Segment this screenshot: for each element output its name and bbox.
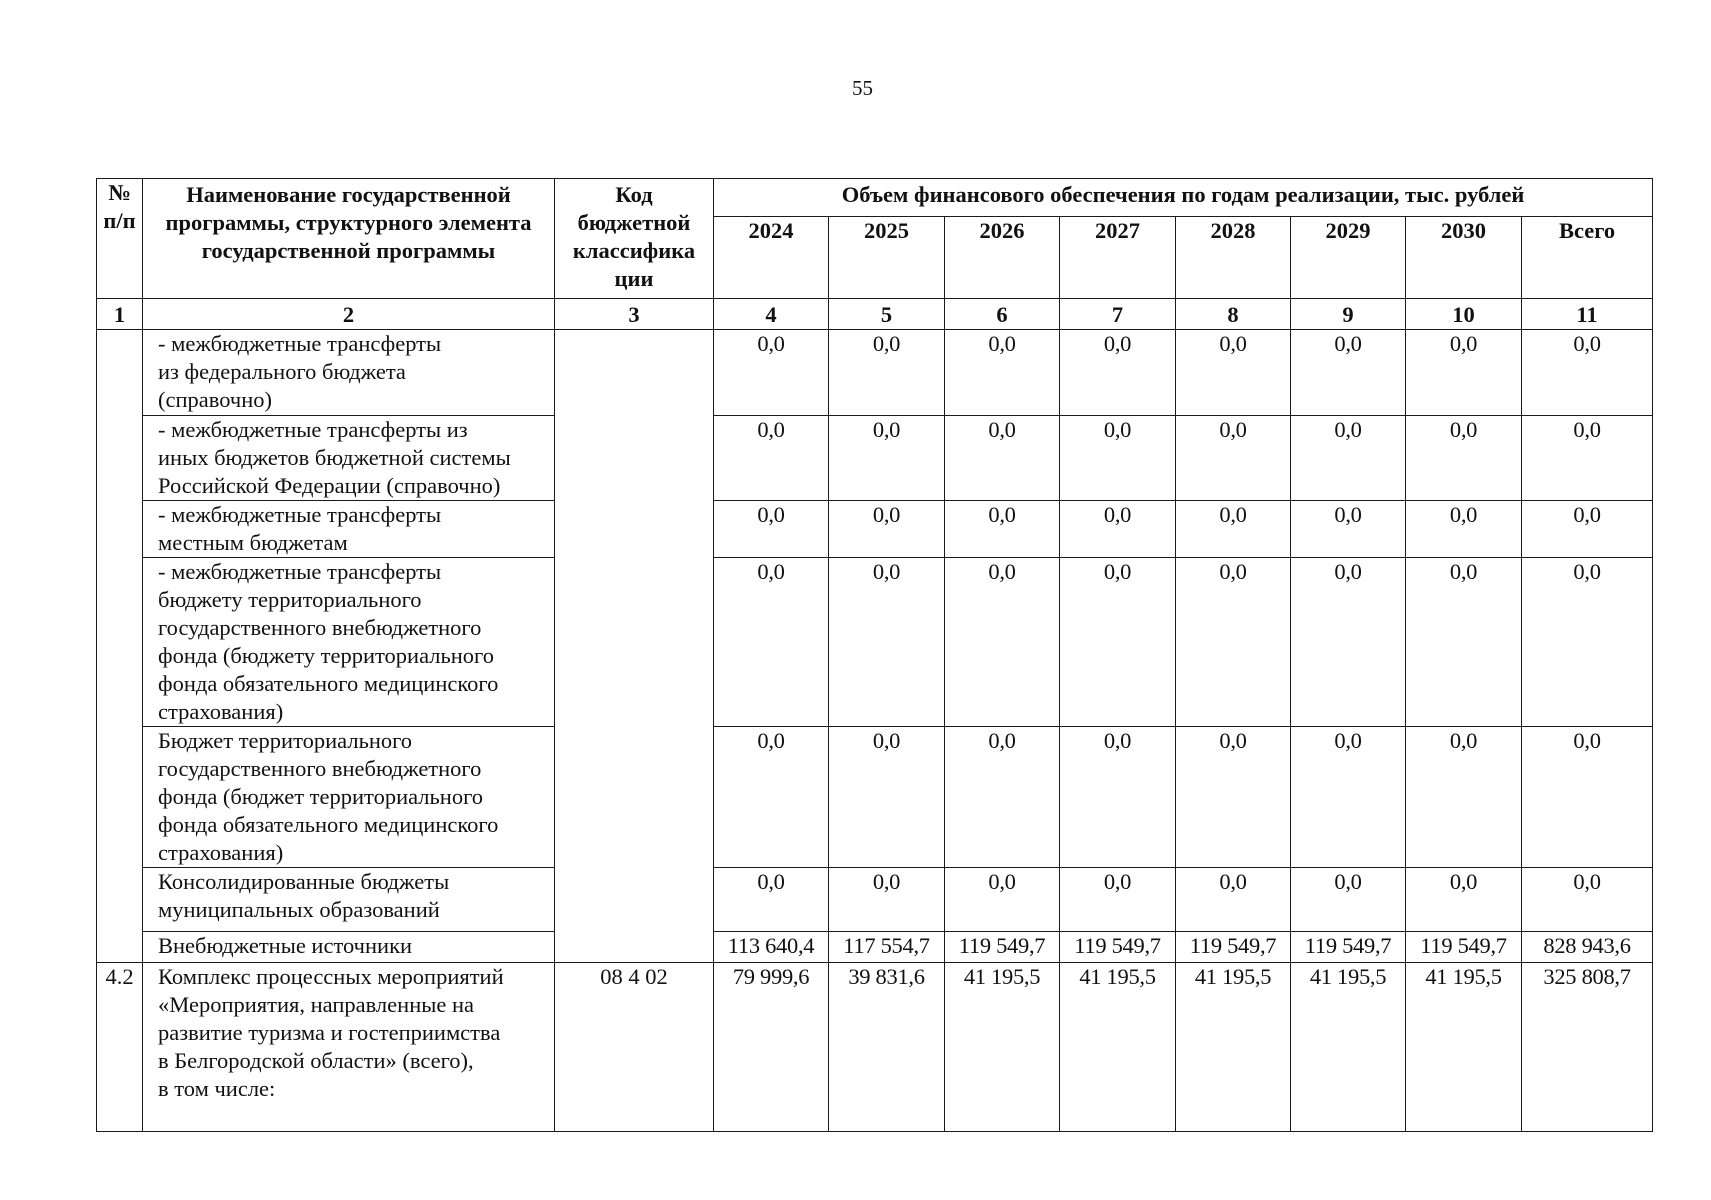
row-num-cell (97, 330, 143, 963)
value-2024: 0,0 (714, 330, 829, 416)
table-row (97, 932, 1653, 963)
value-2028: 0,0 (1176, 416, 1291, 501)
value-2026: 0,0 (945, 868, 1060, 932)
value-2029: 0,0 (1291, 501, 1406, 558)
value-2028: 0,0 (1176, 558, 1291, 727)
value-2024: 0,0 (714, 727, 829, 868)
table-row (97, 558, 1653, 727)
value-total: 0,0 (1522, 727, 1653, 868)
value-2026: 0,0 (945, 558, 1060, 727)
value-2026: 119 549,7 (945, 932, 1060, 963)
header-year-2030: 2030 (1406, 217, 1522, 299)
value-2030: 0,0 (1406, 416, 1522, 501)
value-total: 0,0 (1522, 558, 1653, 727)
row-name-cell (143, 932, 555, 963)
header-year-2027: 2027 (1060, 217, 1176, 299)
row-name: - межбюджетные трансферты бюджету территориального государственного внебюджетного фонда (бюджету территориального фонда обязательного медицинского страхования) (158, 559, 499, 724)
value-2028: 119 549,7 (1176, 932, 1291, 963)
value-2028: 0,0 (1176, 330, 1291, 416)
value-2028: 0,0 (1176, 727, 1291, 868)
value-2030: 0,0 (1406, 558, 1522, 727)
value-2027: 0,0 (1060, 330, 1176, 416)
value-2027: 119 549,7 (1060, 932, 1176, 963)
value-2025: 0,0 (829, 330, 945, 416)
value-2025: 0,0 (829, 868, 945, 932)
value-2029: 119 549,7 (1291, 932, 1406, 963)
value-total: 0,0 (1522, 501, 1653, 558)
row-code-cell: 08 4 02 (555, 963, 714, 1132)
page-number: 55 (852, 76, 873, 100)
header-year-total: Всего (1522, 217, 1653, 299)
header-year-2025: 2025 (829, 217, 945, 299)
row-name-cell (143, 727, 555, 868)
column-numbers-row (97, 299, 1653, 330)
value-2025: 0,0 (829, 727, 945, 868)
header-year-2029: 2029 (1291, 217, 1406, 299)
header-name: Наименование государственной программы, структурного элемента государственной программы (143, 179, 555, 299)
value-2026: 0,0 (945, 416, 1060, 501)
value-2027: 0,0 (1060, 727, 1176, 868)
value-2027: 0,0 (1060, 501, 1176, 558)
value-2024: 113 640,4 (714, 932, 829, 963)
value-2024: 0,0 (714, 416, 829, 501)
column-number: 1 (97, 299, 143, 330)
row-name-cell (143, 416, 555, 501)
value-total: 325 808,7 (1522, 963, 1653, 1132)
column-number: 10 (1406, 299, 1522, 330)
value-2025: 0,0 (829, 501, 945, 558)
row-name: Комплекс процессных мероприятий «Мероприятия, направленные на развитие туризма и гостеприимства в Белгородской области» (всего), в том числе: (158, 964, 504, 1101)
value-total: 828 943,6 (1522, 932, 1653, 963)
value-total: 0,0 (1522, 330, 1653, 416)
column-number: 7 (1060, 299, 1176, 330)
row-name: Внебюджетные источники (158, 933, 413, 958)
column-number: 3 (555, 299, 714, 330)
value-2025: 39 831,6 (829, 963, 945, 1132)
row-code-cell (555, 330, 714, 963)
value-2028: 0,0 (1176, 501, 1291, 558)
value-2030: 0,0 (1406, 727, 1522, 868)
column-number: 8 (1176, 299, 1291, 330)
header-year-2024: 2024 (714, 217, 829, 299)
header-code: Код бюджетной классифика ции (555, 179, 714, 299)
table-row (97, 727, 1653, 868)
value-2029: 0,0 (1291, 558, 1406, 727)
value-2024: 79 999,6 (714, 963, 829, 1132)
table-row (97, 963, 1653, 1132)
table-row (97, 868, 1653, 932)
value-total: 0,0 (1522, 416, 1653, 501)
value-2025: 0,0 (829, 558, 945, 727)
table-row (97, 501, 1653, 558)
value-2026: 0,0 (945, 501, 1060, 558)
column-number: 2 (143, 299, 555, 330)
row-name: - межбюджетные трансферты местным бюджетам (158, 502, 442, 555)
value-2029: 41 195,5 (1291, 963, 1406, 1132)
value-2028: 41 195,5 (1176, 963, 1291, 1132)
header-num: № п/п (97, 179, 143, 299)
row-name-cell (143, 330, 555, 416)
header-row-top (97, 179, 1653, 217)
value-2029: 0,0 (1291, 330, 1406, 416)
value-2029: 0,0 (1291, 416, 1406, 501)
value-2030: 0,0 (1406, 868, 1522, 932)
value-total: 0,0 (1522, 868, 1653, 932)
row-name-cell (143, 868, 555, 932)
column-number: 9 (1291, 299, 1406, 330)
row-name-cell (143, 558, 555, 727)
row-name-cell (143, 963, 555, 1132)
value-2030: 119 549,7 (1406, 932, 1522, 963)
value-2025: 117 554,7 (829, 932, 945, 963)
value-2030: 41 195,5 (1406, 963, 1522, 1132)
value-2029: 0,0 (1291, 727, 1406, 868)
value-2026: 0,0 (945, 330, 1060, 416)
row-name: Бюджет территориального государственного внебюджетного фонда (бюджет территориального фонда обязательного медицинского страхования) (158, 728, 499, 865)
value-2027: 0,0 (1060, 416, 1176, 501)
row-num-cell: 4.2 (97, 963, 143, 1132)
value-2030: 0,0 (1406, 501, 1522, 558)
value-2026: 41 195,5 (945, 963, 1060, 1132)
value-2026: 0,0 (945, 727, 1060, 868)
value-2027: 41 195,5 (1060, 963, 1176, 1132)
column-number: 5 (829, 299, 945, 330)
financing-table (96, 178, 1653, 1132)
header-volume: Объем финансового обеспечения по годам реализации, тыс. рублей (714, 179, 1653, 217)
value-2024: 0,0 (714, 868, 829, 932)
row-name-cell (143, 501, 555, 558)
row-name: - межбюджетные трансферты из федерального бюджета (справочно) (158, 331, 442, 412)
column-number: 4 (714, 299, 829, 330)
value-2024: 0,0 (714, 558, 829, 727)
column-number: 6 (945, 299, 1060, 330)
value-2027: 0,0 (1060, 868, 1176, 932)
row-name: - межбюджетные трансферты из иных бюджетов бюджетной системы Российской Федерации (справочно) (158, 417, 511, 498)
value-2029: 0,0 (1291, 868, 1406, 932)
header-year-2028: 2028 (1176, 217, 1291, 299)
value-2030: 0,0 (1406, 330, 1522, 416)
column-number: 11 (1522, 299, 1653, 330)
value-2027: 0,0 (1060, 558, 1176, 727)
table-row (97, 330, 1653, 416)
value-2028: 0,0 (1176, 868, 1291, 932)
table-row (97, 416, 1653, 501)
header-year-2026: 2026 (945, 217, 1060, 299)
row-name: Консолидированные бюджеты муниципальных образований (158, 869, 450, 922)
value-2025: 0,0 (829, 416, 945, 501)
value-2024: 0,0 (714, 501, 829, 558)
